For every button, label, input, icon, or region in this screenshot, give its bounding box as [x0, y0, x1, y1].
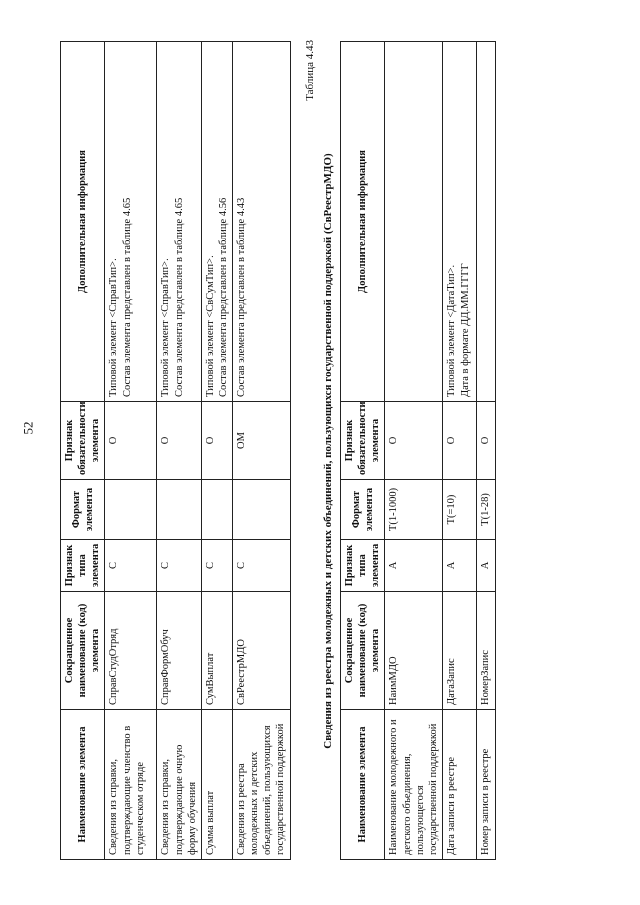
cell-info: Состав элемента представлен в таблице 4.43 — [233, 42, 291, 402]
col-header-format: Формат элемента — [341, 480, 385, 540]
table-row — [477, 42, 495, 860]
col-header-code: Сокращенное наименование (код) элемента — [61, 592, 105, 710]
col-header-name: Наименование элемента — [61, 710, 105, 860]
cell-format: Т(1-28) — [477, 480, 495, 540]
col-header-type: Признак типа элемента — [61, 540, 105, 592]
col-header-info: Дополнительная информация — [341, 42, 385, 402]
cell-required: О — [105, 402, 157, 480]
cell-required: О — [201, 402, 232, 480]
cell-format — [105, 480, 157, 540]
cell-code: НомерЗапис — [477, 592, 495, 710]
cell-type: А — [385, 540, 443, 592]
cell-name: Дата записи в реестре — [443, 710, 477, 860]
cell-info: Типовой элемент <СвСумТип>. Состав элемента представлен в таблице 4.56 — [201, 42, 232, 402]
cell-type: А — [443, 540, 477, 592]
table-row — [385, 42, 443, 860]
cell-name: Сведения из справки, подтверждающие очную форму обучения — [157, 710, 201, 860]
cell-format: Т(1-1000) — [385, 480, 443, 540]
cell-format — [157, 480, 201, 540]
table-row — [443, 42, 477, 860]
cell-type: С — [233, 540, 291, 592]
col-header-info: Дополнительная информация — [61, 42, 105, 402]
page-number: 52 — [20, 421, 36, 435]
cell-type: А — [477, 540, 495, 592]
cell-required: О — [477, 402, 495, 480]
cell-required: О — [385, 402, 443, 480]
table-header-row — [341, 42, 385, 860]
cell-name: Номер записи в реестре — [477, 710, 495, 860]
cell-info: Типовой элемент <ДатаТип>. Дата в формате ДД.ММ.ГГГГ — [443, 42, 477, 402]
rotated-content — [60, 30, 600, 860]
cell-type: С — [105, 540, 157, 592]
col-header-code: Сокращенное наименование (код) элемента — [341, 592, 385, 710]
col-header-required: Признак обязательности элемента — [61, 402, 105, 480]
table-row — [105, 42, 157, 860]
table-svreestr-mdo — [340, 41, 496, 860]
cell-required: О — [157, 402, 201, 480]
table-header-row — [61, 42, 105, 860]
cell-name: Наименование молодежного и детского объединения, пользующегося государственной поддержкой — [385, 710, 443, 860]
cell-code: СвРеестрМДО — [233, 592, 291, 710]
cell-info — [385, 42, 443, 402]
table-row — [233, 42, 291, 860]
cell-code: ДатаЗапис — [443, 592, 477, 710]
cell-info — [477, 42, 495, 402]
cell-name: Сведения из реестра молодежных и детских объединений, пользующихся государственной поддержкой — [233, 710, 291, 860]
cell-required: ОМ — [233, 402, 291, 480]
table-row — [201, 42, 232, 860]
cell-code: НаимМДО — [385, 592, 443, 710]
col-header-format: Формат элемента — [61, 480, 105, 540]
cell-code: СумВыплат — [201, 592, 232, 710]
cell-code: СправСтудОтряд — [105, 592, 157, 710]
cell-name: Сумма выплат — [201, 710, 232, 860]
table-title: Сведения из реестра молодежных и детских объединений, пользующихся государственной поддержкой (СвРеестрМДО) — [322, 153, 334, 749]
cell-code: СправФормОбуч — [157, 592, 201, 710]
cell-format: Т(=10) — [443, 480, 477, 540]
cell-info: Типовой элемент <СправТип>. Состав элемента представлен в таблице 4.65 — [105, 42, 157, 402]
col-header-name: Наименование элемента — [341, 710, 385, 860]
cell-format — [233, 480, 291, 540]
table-elements-continued — [60, 41, 291, 860]
cell-required: О — [443, 402, 477, 480]
cell-name: Сведения из справки, подтверждающие членство в студенческом отряде — [105, 710, 157, 860]
cell-info: Типовой элемент <СправТип>. Состав элемента представлен в таблице 4.65 — [157, 42, 201, 402]
table-label: Таблица 4.43 — [304, 40, 316, 101]
col-header-required: Признак обязательности элемента — [341, 402, 385, 480]
rotated-page-area — [60, 30, 600, 860]
cell-type: С — [157, 540, 201, 592]
table-row — [157, 42, 201, 860]
cell-format — [201, 480, 232, 540]
col-header-type: Признак типа элемента — [341, 540, 385, 592]
cell-type: С — [201, 540, 232, 592]
